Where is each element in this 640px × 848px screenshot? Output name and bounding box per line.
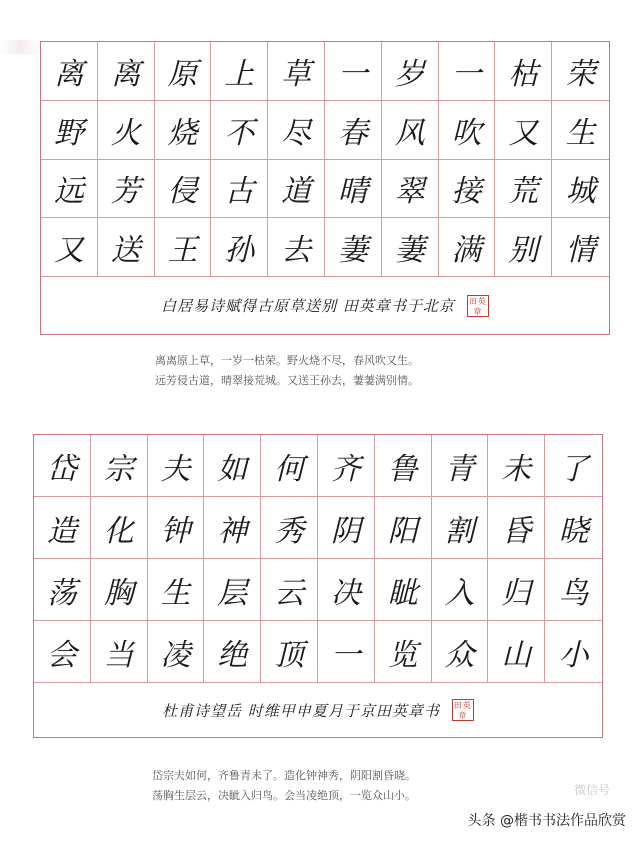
signature-row-2 (34, 683, 602, 737)
character-cell: 送 (98, 218, 155, 277)
character-cell: 离 (98, 42, 155, 101)
character-cell: 神 (204, 497, 261, 559)
character-cell: 上 (211, 42, 268, 101)
character-cell: 别 (495, 218, 552, 277)
character-cell: 烧 (155, 101, 212, 160)
character-cell: 齐 (318, 435, 375, 497)
character-cell: 野 (41, 101, 98, 160)
character-cell: 胸 (91, 559, 148, 621)
character-cell: 又 (41, 218, 98, 277)
character-cell: 不 (211, 101, 268, 160)
character-cell: 割 (432, 497, 489, 559)
character-cell: 昏 (488, 497, 545, 559)
red-seal-1: 田英章 (468, 296, 487, 316)
character-cell: 吹 (439, 101, 496, 160)
watermark-text: 微信号 (573, 783, 610, 797)
character-cell: 接 (439, 160, 496, 219)
character-cell: 晓 (545, 497, 602, 559)
caption-1-line-2: 远芳侵古道，晴翠接荒城。又送王孙去，萋萋满别情。 (155, 374, 419, 387)
character-cell: 情 (552, 218, 609, 277)
character-cell: 萋 (325, 218, 382, 277)
character-grid-2 (34, 435, 602, 683)
character-cell: 宗 (91, 435, 148, 497)
character-cell: 夫 (148, 435, 205, 497)
character-cell: 云 (261, 559, 318, 621)
character-cell: 一 (439, 42, 496, 101)
caption-1 (155, 351, 419, 391)
character-cell: 荒 (495, 160, 552, 219)
character-cell: 王 (155, 218, 212, 277)
character-cell: 尽 (268, 101, 325, 160)
character-cell: 翠 (382, 160, 439, 219)
character-cell: 阴 (318, 497, 375, 559)
character-cell: 入 (432, 559, 489, 621)
character-cell: 侵 (155, 160, 212, 219)
character-cell: 如 (204, 435, 261, 497)
character-grid-1 (41, 42, 609, 277)
character-cell: 何 (261, 435, 318, 497)
character-cell: 岁 (382, 42, 439, 101)
character-cell: 顶 (261, 621, 318, 683)
character-cell: 小 (545, 621, 602, 683)
character-cell: 春 (325, 101, 382, 160)
character-cell: 萋 (382, 218, 439, 277)
character-cell: 城 (552, 160, 609, 219)
calligraphy-sheet-2 (33, 434, 603, 738)
character-cell: 生 (552, 101, 609, 160)
character-cell: 凌 (148, 621, 205, 683)
character-cell: 览 (375, 621, 432, 683)
character-cell: 鲁 (375, 435, 432, 497)
character-cell: 晴 (325, 160, 382, 219)
character-cell: 了 (545, 435, 602, 497)
character-cell: 芳 (98, 160, 155, 219)
character-cell: 青 (432, 435, 489, 497)
character-cell: 远 (41, 160, 98, 219)
character-cell: 荡 (34, 559, 91, 621)
caption-2-line-2: 荡胸生层云，决眦入归鸟。会当凌绝顶，一览众山小。 (152, 789, 416, 802)
top-left-mark (0, 40, 40, 54)
character-cell: 一 (318, 621, 375, 683)
caption-1-line-1: 离离原上草，一岁一枯荣。野火烧不尽，春风吹又生。 (155, 354, 419, 367)
character-cell: 层 (204, 559, 261, 621)
caption-2-line-1: 岱宗夫如何，齐鲁青未了。造化钟神秀，阴阳割昏晓。 (152, 769, 416, 782)
character-cell: 眦 (375, 559, 432, 621)
character-cell: 秀 (261, 497, 318, 559)
character-cell: 火 (98, 101, 155, 160)
character-cell: 风 (382, 101, 439, 160)
source-footer: 头条 @楷书书法作品欣赏 (467, 813, 626, 829)
character-cell: 鸟 (545, 559, 602, 621)
signature-text-2: 杜甫诗望岳 时维甲申夏月于京田英章书 (162, 701, 440, 720)
character-cell: 生 (148, 559, 205, 621)
character-cell: 满 (439, 218, 496, 277)
character-cell: 未 (488, 435, 545, 497)
signature-text-1: 白居易诗赋得古原草送别 田英章书于北京 (161, 297, 455, 315)
character-cell: 道 (268, 160, 325, 219)
character-cell: 孙 (211, 218, 268, 277)
character-cell: 原 (155, 42, 212, 101)
character-cell: 岱 (34, 435, 91, 497)
character-cell: 众 (432, 621, 489, 683)
character-cell: 一 (325, 42, 382, 101)
character-cell: 草 (268, 42, 325, 101)
character-cell: 化 (91, 497, 148, 559)
character-cell: 去 (268, 218, 325, 277)
character-cell: 枯 (495, 42, 552, 101)
character-cell: 山 (488, 621, 545, 683)
character-cell: 荣 (552, 42, 609, 101)
character-cell: 钟 (148, 497, 205, 559)
character-cell: 阳 (375, 497, 432, 559)
character-cell: 会 (34, 621, 91, 683)
character-cell: 离 (41, 42, 98, 101)
character-cell: 又 (495, 101, 552, 160)
character-cell: 造 (34, 497, 91, 559)
character-cell: 归 (488, 559, 545, 621)
character-cell: 当 (91, 621, 148, 683)
caption-2 (152, 766, 416, 806)
signature-row-1 (41, 277, 609, 334)
red-seal-2: 田英章 (453, 701, 472, 720)
calligraphy-sheet-1 (40, 41, 610, 335)
character-cell: 决 (318, 559, 375, 621)
character-cell: 绝 (204, 621, 261, 683)
character-cell: 古 (211, 160, 268, 219)
